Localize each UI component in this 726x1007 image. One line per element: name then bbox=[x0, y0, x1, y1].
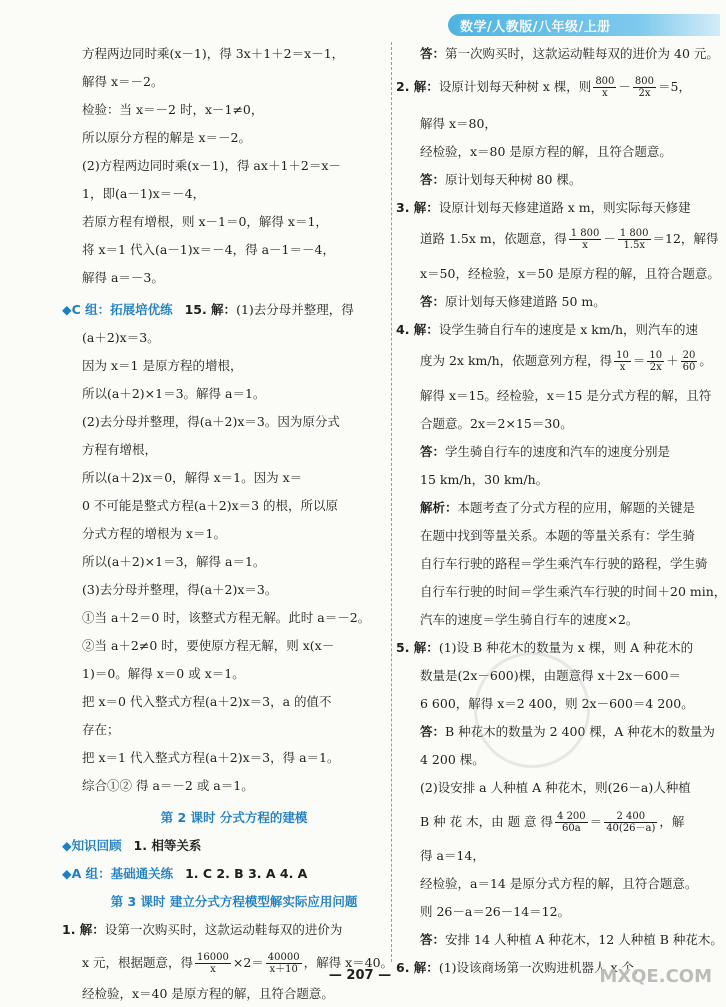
answer-label: 答： bbox=[420, 444, 446, 459]
text-line: 所以(a＋2)×1＝3。解得 a＝1。 bbox=[82, 386, 266, 401]
numerator: 10 bbox=[616, 350, 629, 361]
text-line: 解得 x＝80， bbox=[420, 116, 497, 131]
text-line: 方程两边同时乘(x－1)，得 3x＋1＋2＝x－1， bbox=[82, 46, 345, 61]
q3-eq-suffix: ＝12，解得 bbox=[652, 231, 719, 246]
text-line: 解得 a＝－3。 bbox=[82, 270, 164, 285]
q3-label: 3. 解： bbox=[396, 200, 439, 215]
answer-label: 答： bbox=[420, 294, 446, 309]
analysis-text: 本题考查了分式方程的应用，解题的关键是 bbox=[457, 500, 696, 515]
text-line: 6 600，解得 x＝2 400，则 2x－600＝4 200。 bbox=[420, 696, 694, 711]
fraction bbox=[633, 76, 656, 99]
knowledge-review-line bbox=[62, 834, 386, 858]
answer-line bbox=[396, 168, 700, 192]
q3-eq-prefix: 道路 1.5x m，依题意，得 bbox=[420, 231, 567, 246]
section-a-line bbox=[62, 862, 386, 886]
text-line: 检验：当 x＝－2 时，x－1≠0， bbox=[82, 102, 264, 117]
q1-eq-prefix: x 元，根据题意，得 bbox=[82, 955, 194, 970]
text-line: 则 26－a＝26－14＝12。 bbox=[420, 904, 571, 919]
text-line: ①当 a＋2＝0 时，该整式方程无解。此时 a＝－2。 bbox=[82, 610, 371, 625]
answer-text: 学生骑自行车的速度和汽车的速度分别是 bbox=[445, 444, 671, 459]
fraction bbox=[614, 350, 631, 373]
q6-text: (1)设该商场第一次购进机器人 x 个， bbox=[438, 960, 647, 975]
text-line: 解得 x＝－2。 bbox=[82, 74, 164, 89]
text-line: 自行车行驶的路程＝学生乘汽车行驶的路程，学生骑 bbox=[420, 556, 708, 571]
section-a-answers: 1. C 2. B 3. A 4. A bbox=[185, 866, 308, 881]
numerator: 16000 bbox=[197, 952, 229, 963]
operator: ＋ bbox=[666, 353, 679, 368]
answer-text: 安排 14 人种植 A 种花木，12 人种植 B 种花木。 bbox=[445, 932, 723, 947]
q6-label: 6. 解： bbox=[396, 960, 439, 975]
denominator: x bbox=[582, 240, 588, 251]
text-line: 0 不可能是整式方程(a＋2)x＝3 的根，所以原 bbox=[82, 498, 339, 513]
fraction bbox=[555, 811, 588, 834]
text-line: 1，即(a－1)x＝－4， bbox=[82, 186, 206, 201]
text-line: 解得 x＝15。经检验，x＝15 是分式方程的解，且符 bbox=[420, 388, 712, 403]
text-line: 得 a＝14， bbox=[420, 848, 485, 863]
numerator: 20 bbox=[682, 350, 696, 361]
text-line: 将 x＝1 代入(a－1)x＝－4，得 a－1＝－4， bbox=[82, 242, 335, 257]
numerator: 40000 bbox=[267, 952, 300, 963]
operator: ＝ bbox=[632, 353, 646, 368]
numerator: 800 bbox=[634, 76, 655, 87]
text-line: 所以(a＋2)×1＝3，解得 a＝1。 bbox=[82, 554, 266, 569]
q5-label: 5. 解： bbox=[396, 640, 439, 655]
text-line: 自行车行驶的时间＝学生乘汽车行驶的时间＋20 min， bbox=[420, 584, 726, 599]
page-number: — 207 — bbox=[328, 968, 392, 983]
q1-line bbox=[62, 918, 386, 942]
q2-text-end: ＝5， bbox=[658, 79, 691, 94]
denominator: 40(26－a) bbox=[606, 823, 656, 834]
denominator: 1.5x bbox=[623, 240, 645, 251]
text-line: 经检验，x＝80 是原方程的解，且符合题意。 bbox=[420, 144, 672, 159]
q3-line bbox=[396, 196, 700, 220]
operator: － bbox=[603, 231, 616, 246]
q1-label: 1. 解： bbox=[62, 922, 105, 937]
text-line: 在题中找到等量关系。本题的等量关系有：学生骑 bbox=[420, 528, 696, 543]
fraction bbox=[647, 350, 664, 373]
q15-label: 15. 解： bbox=[184, 302, 237, 317]
answer-text: 原计划每天种树 80 棵。 bbox=[445, 172, 582, 187]
column-divider bbox=[391, 42, 392, 962]
text-line: 所以原分方程的解是 x＝－2。 bbox=[82, 130, 251, 145]
operator: － bbox=[618, 79, 631, 94]
denominator: x bbox=[619, 362, 626, 373]
analysis-label: 解析： bbox=[420, 500, 458, 515]
text-line: 把 x＝1 代入整式方程(a＋2)x＝3，得 a＝1。 bbox=[82, 750, 340, 765]
section-c-line bbox=[62, 298, 386, 322]
text-line: 数量是(2x－600)棵，由题意得 x＋2x－600＝ bbox=[420, 668, 681, 683]
lesson-2-title: 第 2 课时 分式方程的建模 bbox=[160, 810, 308, 825]
q1-text: 设第一次购买时，这款运动鞋每双的进价为 bbox=[104, 922, 343, 937]
fraction bbox=[604, 811, 657, 834]
fraction bbox=[681, 350, 698, 373]
analysis-line bbox=[396, 496, 700, 520]
answer-label: 答： bbox=[420, 172, 446, 187]
lesson-3-title: 第 3 课时 建立分式方程模型解实际应用问题 bbox=[110, 894, 358, 909]
answer-text: 原计划每天修建道路 50 m。 bbox=[445, 294, 606, 309]
text-line: 合题意。2x＝2×15＝30。 bbox=[420, 416, 573, 431]
header-title: 数学/人教版/八年级/上册 bbox=[460, 20, 611, 35]
numerator: 1 800 bbox=[619, 228, 649, 239]
answer-line bbox=[396, 290, 700, 314]
text-line: 存在； bbox=[82, 722, 120, 737]
answer-label: 答： bbox=[420, 724, 446, 739]
text-line: 若原方程有增根，则 x－1＝0，解得 x＝1， bbox=[82, 214, 328, 229]
answer-line bbox=[396, 42, 719, 66]
answer-text: 第一次购买时，这款运动鞋每双的进价为 40 元。 bbox=[445, 46, 719, 61]
answer-label: 答： bbox=[420, 46, 446, 61]
q5-eq-prefix: B 种 花 木，由 题 意 得 bbox=[420, 814, 554, 829]
numerator: 10 bbox=[649, 350, 663, 361]
numerator: 1 800 bbox=[570, 228, 600, 239]
text-line: (2)设安排 a 人种植 A 种花木，则(26－a)人种植 bbox=[420, 780, 691, 795]
q2-label: 2. 解： bbox=[396, 79, 439, 94]
text-line: 所以(a＋2)x＝0，解得 x＝1。因为 x＝ bbox=[82, 470, 303, 485]
text-line: 因为 x＝1 是原方程的增根， bbox=[82, 358, 243, 373]
knowledge-review-text: 1. 相等关系 bbox=[133, 838, 202, 853]
text-line: 分式方程的增根为 x＝1。 bbox=[82, 526, 226, 541]
text-line: 经检验，x＝40 是原方程的解，且符合题意。 bbox=[82, 986, 334, 1001]
answer-text: B 种花木的数量为 2 400 棵，A 种花木的数量为 bbox=[445, 724, 715, 739]
q1-eq-suffix: ，解得 x＝40。 bbox=[303, 955, 394, 970]
answer-line bbox=[396, 440, 700, 464]
denominator: 60 bbox=[682, 362, 696, 373]
numerator: 800 bbox=[595, 76, 615, 87]
q4-eq-prefix: 度为 2x km/h，依题意列方程，得 bbox=[420, 353, 613, 368]
text-line: 方程有增根， bbox=[82, 442, 158, 457]
fraction bbox=[618, 228, 651, 251]
text-line: 把 x＝0 代入整式方程(a＋2)x＝3，a 的值不 bbox=[82, 694, 332, 709]
q4-eq-suffix: 。 bbox=[699, 353, 712, 368]
watermark-text: MXQE.COM bbox=[599, 966, 712, 987]
q3-text: 设原计划每天修建道路 x m，则实际每天修建 bbox=[438, 200, 691, 215]
numerator: 4 200 bbox=[557, 811, 586, 822]
text-line: (3)去分母并整理，得(a＋2)x＝3。 bbox=[82, 582, 278, 597]
section-c-label: ◆C 组：拓展培优练 bbox=[62, 302, 173, 317]
text-line: x＝50，经检验，x＝50 是原方程的解，且符合题意。 bbox=[420, 266, 720, 281]
q2-line bbox=[396, 72, 700, 102]
text-line: ②当 a＋2≠0 时，要使原方程无解，则 x(x－ bbox=[82, 638, 335, 653]
q4-equation-line bbox=[396, 346, 712, 376]
q5-eq-suffix: ，解 bbox=[659, 814, 685, 829]
answer-label: 答： bbox=[420, 932, 446, 947]
denominator: x bbox=[210, 964, 216, 975]
operator: ＝ bbox=[589, 814, 603, 829]
text-line: 汽车的速度＝学生骑自行车的速度×2。 bbox=[420, 612, 639, 627]
q4-text: 设学生骑自行车的速度是 x km/h，则汽车的速 bbox=[438, 322, 698, 337]
denominator: 60a bbox=[562, 823, 581, 834]
q3-equation-line bbox=[396, 224, 719, 254]
knowledge-review-label: ◆知识回顾 bbox=[62, 838, 122, 853]
fraction bbox=[569, 228, 602, 251]
denominator: x bbox=[602, 88, 608, 99]
q5-text: (1)设 B 种花木的数量为 x 棵，则 A 种花木的 bbox=[438, 640, 694, 655]
text-line: 15 km/h，30 km/h。 bbox=[420, 472, 549, 487]
text-line: 综合①② 得 a＝－2 或 a＝1。 bbox=[82, 778, 254, 793]
section-a-label: ◆A 组：基础通关练 bbox=[62, 866, 174, 881]
q4-label: 4. 解： bbox=[396, 322, 439, 337]
denominator: x＋10 bbox=[269, 964, 298, 975]
denominator: 2x bbox=[649, 362, 662, 373]
q4-line bbox=[396, 318, 700, 342]
q2-text: 设原计划每天种树 x 棵，则 bbox=[438, 79, 592, 94]
q15-text: (1)去分母并整理，得 bbox=[236, 302, 354, 317]
text-line: 经检验，a＝14 是原分式方程的解，且符合题意。 bbox=[420, 876, 698, 891]
text-line: 4 200 棵。 bbox=[420, 752, 485, 767]
header-banner bbox=[448, 14, 720, 36]
text-line: (a＋2)x＝3。 bbox=[82, 330, 160, 345]
denominator: 2x bbox=[638, 88, 651, 99]
text-line: (2)去分母并整理，得(a＋2)x＝3。因为原分式 bbox=[82, 414, 340, 429]
q5-equation-line bbox=[396, 806, 700, 838]
numerator: 2 400 bbox=[604, 811, 657, 823]
text-line: 1)＝0。解得 x＝0 或 x＝1。 bbox=[82, 666, 245, 681]
fraction bbox=[593, 76, 616, 99]
answer-line bbox=[396, 928, 723, 952]
q1-eq-times: ×2＝ bbox=[232, 955, 264, 970]
text-line: (2)方程两边同时乘(x－1)，得 ax＋1＋2＝x－ bbox=[82, 158, 341, 173]
